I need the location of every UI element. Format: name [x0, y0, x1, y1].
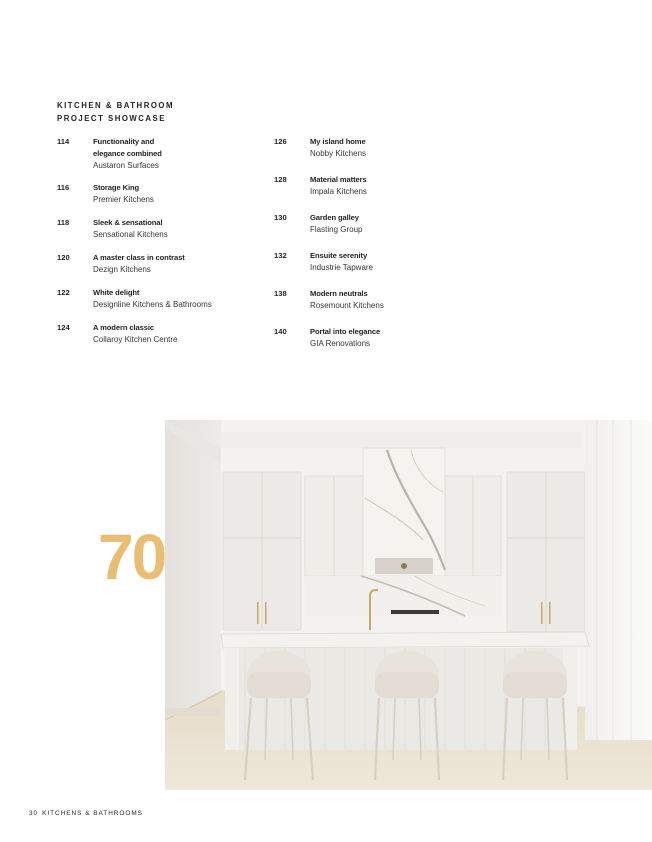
toc-title: Ensuite serenity	[310, 251, 368, 260]
toc-title-continued: elegance combined	[93, 149, 162, 158]
toc-title: My island home	[310, 137, 366, 146]
toc-column-right	[274, 136, 484, 350]
toc-title: Sleek & sensational	[93, 218, 163, 227]
toc-title: A modern classic	[93, 323, 155, 332]
toc-company: Impala Kitchens	[310, 187, 367, 196]
toc-company: Designline Kitchens & Bathrooms	[93, 300, 212, 309]
toc-page-number: 124	[57, 323, 70, 332]
toc-entry[interactable]	[57, 252, 267, 276]
toc-page-number: 122	[57, 288, 70, 297]
toc-title: White delight	[93, 288, 140, 297]
toc-entry[interactable]	[274, 174, 484, 198]
section-heading-line-2: PROJECT SHOWCASE	[57, 113, 166, 123]
toc-title: Material matters	[310, 175, 367, 184]
feature-page-number: 70	[98, 521, 166, 593]
footer-publication: KITCHENS & BATHROOMS	[42, 810, 143, 817]
toc-entry[interactable]	[57, 322, 267, 346]
toc-page-number: 130	[274, 213, 287, 222]
toc-entry[interactable]	[57, 287, 267, 311]
section-heading-line-1: KITCHEN & BATHROOM	[57, 101, 174, 110]
toc-entry[interactable]	[274, 136, 484, 160]
kitchen-photo-illustration	[165, 420, 652, 790]
toc-column-left	[57, 136, 267, 346]
toc-title: Storage King	[93, 183, 140, 192]
toc-page-number: 114	[57, 137, 70, 146]
toc-page-number: 120	[57, 253, 70, 262]
toc-page-number: 140	[274, 327, 287, 336]
toc-entry[interactable]	[274, 288, 484, 312]
toc-company: Nobby Kitchens	[310, 149, 367, 158]
footer-page-number: 30	[29, 810, 39, 817]
kitchen-photo	[165, 420, 652, 790]
toc-company: Dezign Kitchens	[93, 265, 151, 274]
toc-company: Premier Kitchens	[93, 195, 154, 204]
toc-page-number: 138	[274, 289, 287, 298]
toc-company: GIA Renovations	[310, 339, 371, 348]
toc-entry[interactable]	[57, 217, 267, 241]
toc-title: Garden galley	[310, 213, 359, 222]
toc-title: A master class in contrast	[93, 253, 185, 262]
toc-company: Sensational Kitchens	[93, 230, 168, 239]
toc-title: Functionality and	[93, 137, 155, 146]
toc-page-number: 118	[57, 218, 70, 227]
section-heading	[57, 100, 174, 125]
page-footer	[29, 809, 143, 818]
toc-company: Collaroy Kitchen Centre	[93, 335, 178, 344]
toc-page-number: 132	[274, 251, 287, 260]
toc-title: Portal into elegance	[310, 327, 381, 336]
toc-page-number: 126	[274, 137, 287, 146]
toc-entry[interactable]	[274, 250, 484, 274]
toc-company: Industrie Tapware	[310, 263, 373, 272]
toc-title: Modern neutrals	[310, 289, 368, 298]
toc-entry[interactable]	[57, 136, 267, 172]
toc-page-number: 128	[274, 175, 287, 184]
toc-company: Rosemount Kitchens	[310, 301, 384, 310]
toc-entry[interactable]	[274, 212, 484, 236]
toc-entry[interactable]	[274, 326, 484, 350]
toc-entry[interactable]	[57, 182, 267, 206]
toc-company: Austaron Surfaces	[93, 161, 159, 170]
toc-page-number: 116	[57, 183, 70, 192]
toc-company: Flasting Group	[310, 225, 363, 234]
